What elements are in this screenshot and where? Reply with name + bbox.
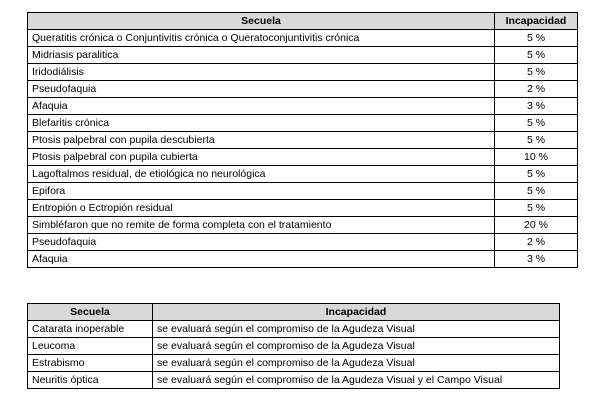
secuela-cell: Pseudofaquia — [28, 81, 495, 98]
table-row — [28, 321, 560, 338]
secuela-cell: Ptosis palpebral con pupila cubierta — [28, 149, 495, 166]
secuela-cell: Neuritis óptica — [28, 372, 153, 389]
table-row — [28, 217, 578, 234]
table-row — [28, 234, 578, 251]
incapacidad-cell: se evaluará según el compromiso de la Agudeza Visual — [153, 338, 560, 355]
table-row — [28, 251, 578, 268]
table-row — [28, 64, 578, 81]
incapacidad-cell: 5 % — [495, 200, 578, 217]
table-row — [28, 98, 578, 115]
secuela-cell: Catarata inoperable — [28, 321, 153, 338]
incapacidad-cell: 20 % — [495, 217, 578, 234]
incapacidad-cell: 10 % — [495, 149, 578, 166]
incapacidad-cell: 5 % — [495, 115, 578, 132]
secuelas-evaluacion-table — [27, 303, 560, 389]
table-row — [28, 132, 578, 149]
secuelas-porcentaje-table — [27, 12, 578, 268]
incapacidad-cell: 5 % — [495, 132, 578, 149]
secuela-cell: Epifora — [28, 183, 495, 200]
incapacidad-cell: 5 % — [495, 183, 578, 200]
incapacidad-cell: 5 % — [495, 47, 578, 64]
incapacidad-cell: 2 % — [495, 81, 578, 98]
table-row — [28, 183, 578, 200]
secuela-cell: Entropión o Ectropión residual — [28, 200, 495, 217]
secuela-cell: Pseudofaquia — [28, 234, 495, 251]
incapacidad-cell: se evaluará según el compromiso de la Agudeza Visual — [153, 355, 560, 372]
secuela-cell: Simbléfaron que no remite de forma completa con el tratamiento — [28, 217, 495, 234]
table-row — [28, 81, 578, 98]
incapacidad-cell: 2 % — [495, 234, 578, 251]
incapacidad-cell: se evaluará según el compromiso de la Agudeza Visual — [153, 321, 560, 338]
table-row — [28, 338, 560, 355]
header-secuela: Secuela — [28, 13, 495, 30]
table-row — [28, 149, 578, 166]
table-row — [28, 115, 578, 132]
incapacidad-cell: 3 % — [495, 98, 578, 115]
secuela-cell: Queratitis crónica o Conjuntivitis crónica o Queratoconjuntivitis crónica — [28, 30, 495, 47]
incapacidad-cell: se evaluará según el compromiso de la Agudeza Visual y el Campo Visual — [153, 372, 560, 389]
table-row — [28, 355, 560, 372]
header-incapacidad: Incapacidad — [495, 13, 578, 30]
table-row — [28, 166, 578, 183]
secuela-cell: Estrabismo — [28, 355, 153, 372]
header-incapacidad: Incapacidad — [153, 304, 560, 321]
secuela-cell: Ptosis palpebral con pupila descubierta — [28, 132, 495, 149]
incapacidad-cell: 5 % — [495, 30, 578, 47]
header-secuela: Secuela — [28, 304, 153, 321]
incapacidad-cell: 5 % — [495, 166, 578, 183]
table-row — [28, 200, 578, 217]
secuela-cell: Blefaritis crónica — [28, 115, 495, 132]
table-row — [28, 372, 560, 389]
incapacidad-cell: 5 % — [495, 64, 578, 81]
secuela-cell: Lagoftalmos residual, de etiológica no neurológica — [28, 166, 495, 183]
table-row — [28, 30, 578, 47]
table-header-row — [28, 304, 560, 321]
secuela-cell: Leucoma — [28, 338, 153, 355]
secuela-cell: Midriasis paralitica — [28, 47, 495, 64]
secuela-cell: Afaquia — [28, 251, 495, 268]
table-header-row — [28, 13, 578, 30]
incapacidad-cell: 3 % — [495, 251, 578, 268]
table-row — [28, 47, 578, 64]
secuela-cell: Afaquia — [28, 98, 495, 115]
secuela-cell: Iridodiálisis — [28, 64, 495, 81]
